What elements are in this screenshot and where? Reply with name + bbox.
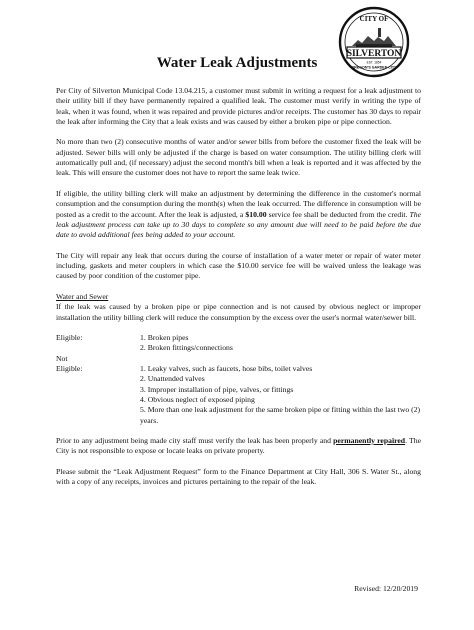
list-item: 2. Broken fittings/connections	[140, 343, 233, 353]
paragraph-adjustment-process	[56, 189, 421, 240]
not-eligible-label-line2: Eligible:	[56, 364, 83, 374]
list-item: 1. Broken pipes	[140, 333, 189, 343]
paragraph-municipal-code: Per City of Silverton Municipal Code 13.04.215, a customer must submit in writing a request for a leak adjustment to their utility bill if they have permanently repaired a qualified leak. The customer must verify in writing the type of leak, when it was found, when it was repaired and provide pictures and/or receipts. The customer has 30 days to repair the leak after informing the City that a leak exists and was caused by either a broken pipe or pipe connection.	[56, 86, 421, 126]
water-sewer-text: If the leak was caused by a broken pipe or pipe connection and is not caused by obvious neglect or improper installation the utility billing clerk will reduce the consumption by the excess over the user's normal water/sewer bill.	[56, 302, 421, 322]
verification-text-continued: . The City is not responsible to expose or locate leaks on private property.	[56, 436, 421, 456]
logo-name: SILVERTON	[346, 49, 402, 59]
document-body	[56, 86, 421, 498]
list-item: 5. More than one leak adjustment for the same broken pipe or fitting within the last two (2) years.	[140, 405, 421, 425]
paragraph-verification	[56, 436, 421, 457]
adjustment-timing-note: The leak adjustment process can take up to 30 days to complete so any amount due will need to be paid before the due date to avoid additional fees being added to your account.	[56, 209, 421, 240]
list-item: 4. Obvious neglect of exposed piping	[140, 394, 255, 404]
adjustment-text-continued: service fee shall be deducted from the credit.	[266, 209, 410, 219]
section-water-and-sewer	[56, 292, 421, 323]
verification-text: Prior to any adjustment being made city staff must verify the leak has been properly and	[56, 436, 334, 446]
revised-date: Revised: 12/20/2019	[354, 584, 418, 593]
paragraph-consecutive-months: No more than two (2) consecutive months of water and/or sewer bills from before the customer fixed the leak will be adjusted. Sewer bills will only be adjusted if the charge is based on water consumption. The utility billing clerk will automatically pull and, (if necessary) adjust the second month's bill when a leak is reported and it was affected by the leak. This will ensure the customer does not have to report the same leak twice.	[56, 137, 421, 178]
permanently-repaired-emphasis: permanently repaired	[333, 436, 406, 446]
service-fee-amount: $10.00	[245, 209, 267, 219]
paragraph-meter-repair: The City will repair any leak that occurs during the course of installation of a water meter or repair of water meter including, gaskets and meter couplers in which case the $10.00 service fee will be waived unless the leakage was caused by poor condition of the customer pipe.	[56, 250, 421, 281]
paragraph-submit-form: Please submit the “Leak Adjustment Request” form to the Finance Department at City Hall, 306 S. Water St., along with a copy of any receipts, invoices and pictures pertaining to the repair of the leak.	[56, 466, 421, 487]
logo-est: EST. 1854	[366, 60, 382, 65]
logo-top-text: CITY OF	[359, 15, 389, 23]
list-item: 3. Improper installation of pipe, valves, or fittings	[140, 384, 294, 394]
list-item: 1. Leaky valves, such as faucets, hose bibs, toilet valves	[140, 364, 313, 374]
list-item: 2. Unattended valves	[140, 374, 205, 384]
page-title: Water Leak Adjustments	[156, 55, 318, 71]
not-eligible-label	[56, 354, 140, 426]
not-eligible-items	[140, 354, 421, 426]
not-eligible-label-line1: Not	[56, 353, 68, 363]
water-sewer-heading: Water and Sewer	[56, 291, 109, 301]
eligibility-list	[56, 333, 421, 426]
eligible-items	[140, 333, 421, 354]
eligible-label: Eligible:	[56, 333, 83, 343]
logo-tagline: OREGON'S GARDEN CITY	[351, 65, 397, 70]
adjustment-text: If eligible, the utility billing clerk will make an adjustment by determining the difference in the customer's normal consumption and the consumption during the month(s) when the leak occurred. The difference in consumption will be posted as a credit to the account. After the leak is adjusted, a	[56, 188, 421, 219]
not-eligible-row	[56, 354, 421, 426]
eligible-row	[56, 333, 421, 354]
